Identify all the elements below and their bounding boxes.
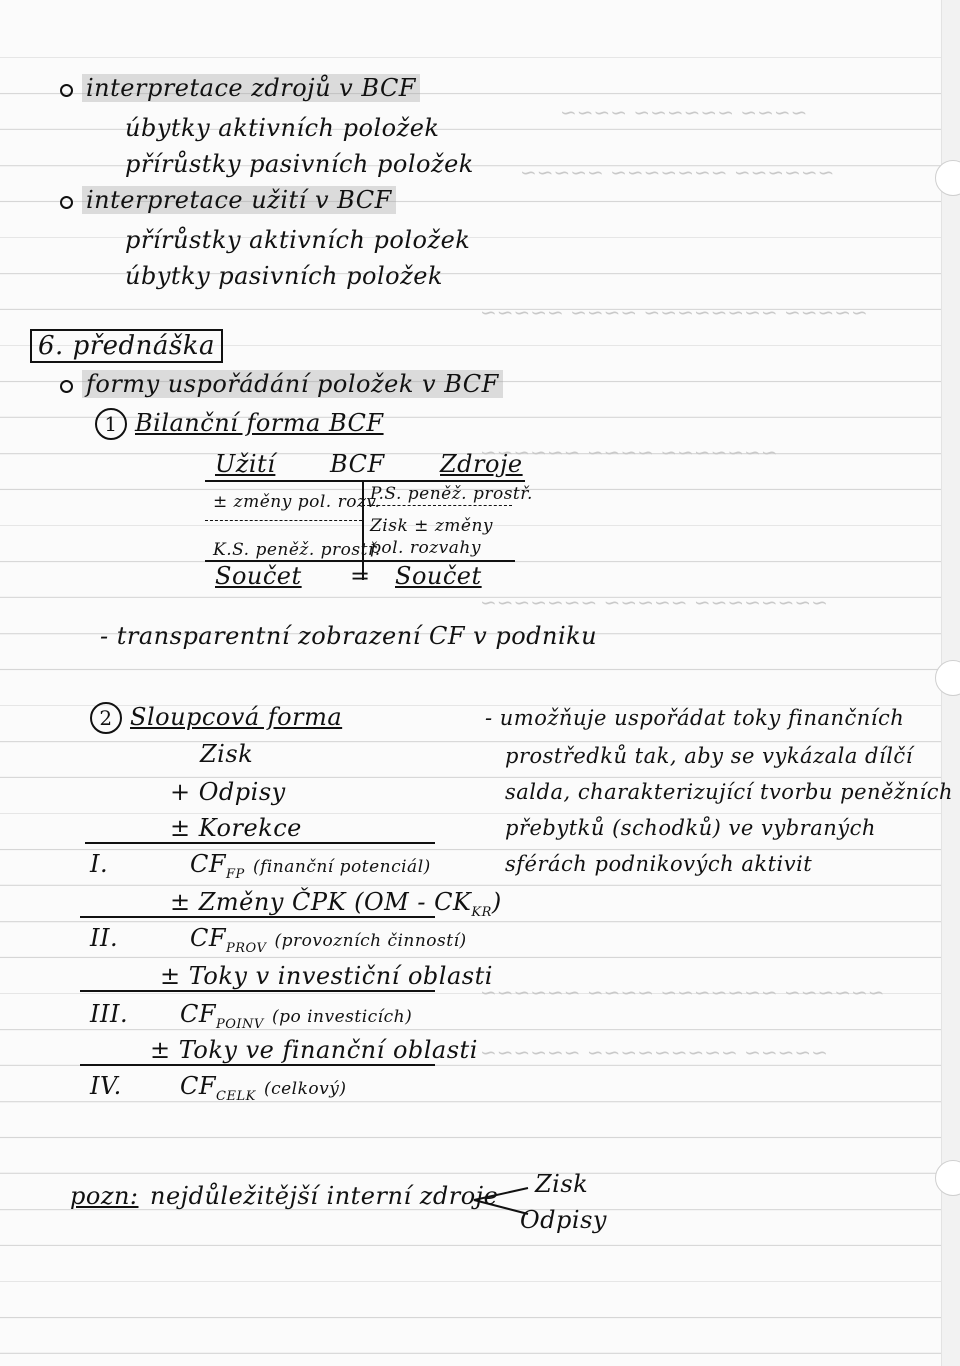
sum-rule <box>80 990 435 992</box>
cf-label: CF <box>180 1072 217 1100</box>
cf-subscript: CELK <box>216 1088 256 1104</box>
note-line: úbytky pasivních položek <box>125 262 443 290</box>
roman-numeral: I. <box>90 850 109 878</box>
column-row: ± Toky v investiční oblasti <box>160 962 493 990</box>
punch-hole <box>935 660 960 696</box>
lecture-title: 6. přednáška <box>30 329 223 363</box>
bullet <box>60 196 73 209</box>
cf-note: (provozních činností) <box>274 931 467 951</box>
sum-rule <box>85 842 435 844</box>
table-header-bcf: BCF <box>330 450 385 478</box>
form-title: Bilanční forma BCF <box>135 409 384 437</box>
column-row: + Odpisy <box>170 778 286 806</box>
sum-rule <box>80 916 435 918</box>
side-note-line: přebytků (schodků) ve vybraných <box>505 816 876 840</box>
cf-subscript: PROV <box>226 940 267 956</box>
bullet <box>60 84 73 97</box>
punch-hole <box>935 160 960 196</box>
cf-label: CF <box>180 1000 217 1028</box>
footnote-branch: Zisk <box>535 1170 589 1198</box>
note-line: - transparentní zobrazení CF v podniku <box>100 622 598 650</box>
bleed-through: ~~~~~ ~~~~~~~~~ ~~~~~~ <box>480 1040 828 1064</box>
cf-note: (po investicích) <box>271 1007 413 1027</box>
note-line: přírůstky pasivních položek <box>125 150 474 178</box>
footnote-branch: Odpisy <box>520 1206 607 1234</box>
column-row: ± Změny ČPK (OM - CK <box>170 888 472 916</box>
heading-uziti: interpretace užití v BCF <box>82 186 396 214</box>
table-rule <box>205 520 362 521</box>
cf-label: CF <box>190 850 227 878</box>
bleed-through: ~~~~~~~ ~~~~ ~~~~~~ <box>480 440 778 464</box>
column-row: Zisk <box>200 740 254 768</box>
table-cell: Zisk ± změny pol. rozvahy <box>370 516 494 558</box>
table-cell: K.S. peněž. prostř. <box>213 540 381 560</box>
column-row: ± Korekce <box>170 814 302 842</box>
cf-subscript: FP <box>226 866 245 882</box>
number-circle: 2 <box>90 702 122 734</box>
cf-note: (celkový) <box>263 1079 347 1099</box>
side-note-line: sférách podnikových aktivit <box>505 852 813 876</box>
table-cell: ± změny pol. rozv. <box>213 492 381 512</box>
side-note-line: - umožňuje uspořádat toky finančních <box>485 706 905 730</box>
subscript: KR <box>471 904 492 920</box>
bleed-through: ~~~~~~~~ ~~~~~ ~~~~~~~ <box>480 590 828 614</box>
heading-zdroje: interpretace zdrojů v BCF <box>82 74 420 102</box>
side-note-line: salda, charakterizující tvorbu peněžních <box>505 780 954 804</box>
heading-formy: formy uspořádání položek v BCF <box>82 370 503 398</box>
number-circle: 1 <box>95 408 127 440</box>
sum-rule <box>80 1064 435 1066</box>
roman-numeral: IV. <box>90 1072 122 1100</box>
column-row: ± Toky ve finanční oblasti <box>150 1036 478 1064</box>
footnote-text: nejdůležitější interní zdroje <box>150 1182 499 1210</box>
cf-label: CF <box>190 924 227 952</box>
note-line: přírůstky aktivních položek <box>125 226 471 254</box>
table-cell: P.S. peněž. prostř. <box>370 484 533 504</box>
cf-note: (finanční potenciál) <box>252 857 431 877</box>
cf-subscript: POINV <box>216 1016 264 1032</box>
roman-numeral: II. <box>90 924 119 952</box>
table-total-left: Součet <box>215 562 302 590</box>
table-equals: = <box>350 562 371 590</box>
table-header-uziti: Užití <box>215 450 276 478</box>
table-header-zdroje: Zdroje <box>440 450 523 478</box>
footnote-label: pozn: <box>70 1182 139 1210</box>
table-rule <box>362 505 512 506</box>
bleed-through: ~~~~ ~~~~~~ ~~~~ <box>560 100 808 124</box>
column-row-end: ) <box>491 888 502 916</box>
bleed-through: ~~~~~~ ~~~~~~~ ~~~~ ~~~~~~ <box>480 980 885 1004</box>
side-note-line: prostředků tak, aby se vykázala dílčí <box>505 744 913 768</box>
punch-hole <box>935 1160 960 1196</box>
note-line: úbytky aktivních položek <box>125 114 440 142</box>
roman-numeral: III. <box>90 1000 129 1028</box>
form-title: Sloupcová forma <box>130 703 343 731</box>
bleed-through: ~~~~~~ ~~~~~~~ ~~~~~ <box>520 160 835 184</box>
bleed-through: ~~~~~ ~~~~~~~~ ~~~~ ~~~~~ <box>480 300 868 324</box>
bullet <box>60 380 73 393</box>
table-total-right: Součet <box>395 562 482 590</box>
